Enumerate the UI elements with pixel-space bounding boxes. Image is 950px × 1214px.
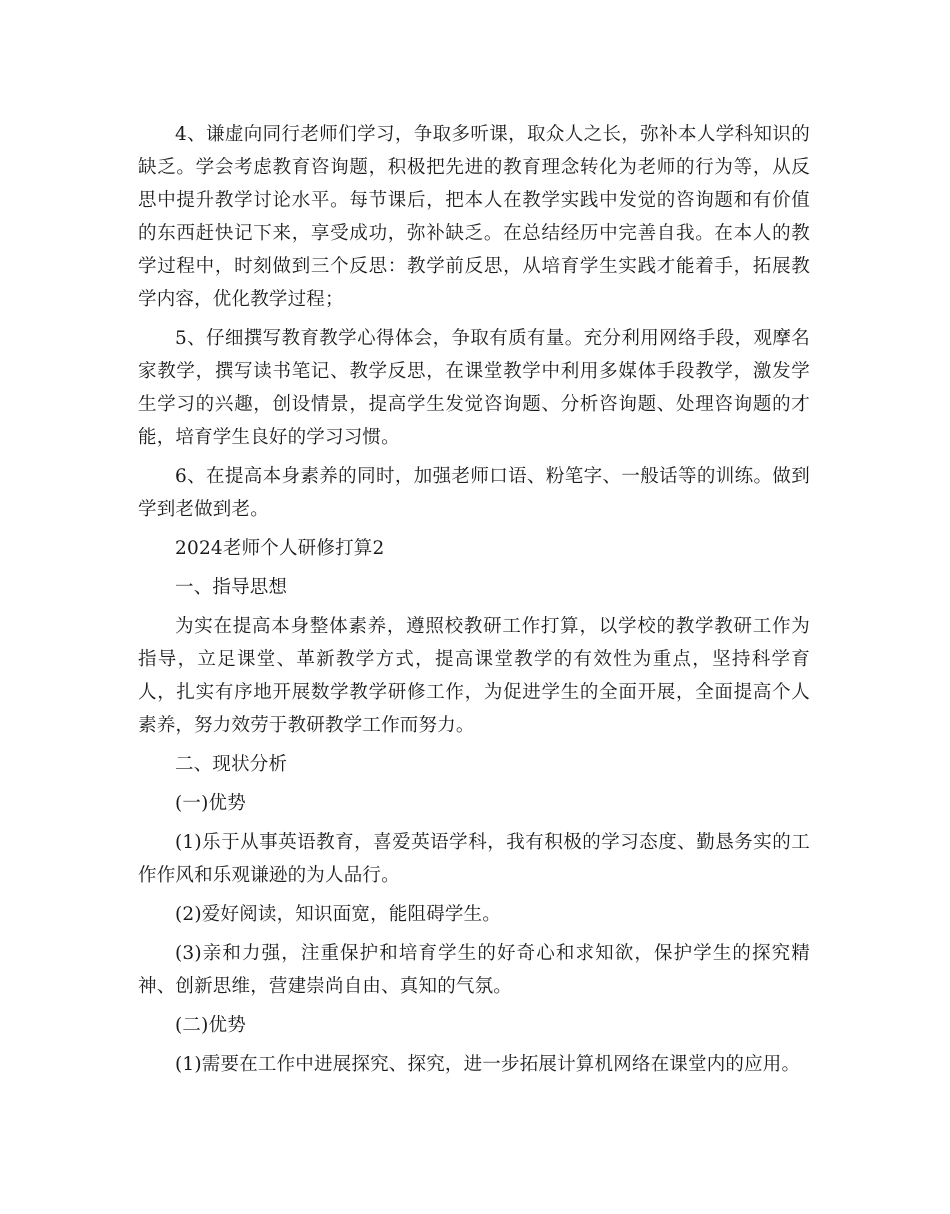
subheading-advantages-1: (一)优势 [175,793,246,814]
paragraph-guiding-thought: 为实在提高本身整体素养，遵照校教研工作打算，以学校的教学教研工作为指导，立足课堂、革新教学方式，提高课堂教学的有效性为重点，坚持科学育人，扎实有序地开展数学教学研修工作，为促进学生的全面开展，全面提高个人素养，努力效劳于教研教学工作而努力。 [138,616,810,736]
list-item-advantage-1: (1)乐于从事英语教育，喜爱英语学科，我有积极的学习态度、勤恳务实的工作作风和乐观谦逊的为人品行。 [138,832,810,886]
section-title: 2024老师个人研修打算2 [175,538,385,559]
paragraph-item-6: 6、在提高本身素养的同时，加强老师口语、粉笔字、一般话等的训练。做到学到老做到老。 [138,466,810,520]
heading-status-analysis: 二、现状分析 [175,754,288,775]
document-body [138,118,810,1087]
paragraph-item-5: 5、仔细撰写教育教学心得体会，争取有质有量。充分利用网络手段，观摩名家教学，撰写读书笔记、教学反思，在课堂教学中利用多媒体手段教学，激发学生学习的兴趣，创设情景，提高学生发觉咨询题、分析咨询题、处理咨询题的才能，培育学生良好的学习习惯。 [138,328,810,448]
list-item-need-1: (1)需要在工作中进展探究、探究，进一步拓展计算机网络在课堂内的应用。 [175,1054,801,1075]
list-item-advantage-2: (2)爱好阅读，知识面宽，能阻碍学生。 [175,904,502,925]
list-item-advantage-3: (3)亲和力强，注重保护和培育学生的好奇心和求知欲，保护学生的探究精神、创新思维，营建崇尚自由、真知的气氛。 [138,943,810,997]
subheading-advantages-2: (二)优势 [175,1015,246,1036]
paragraph-item-4: 4、谦虚向同行老师们学习，争取多听课，取众人之长，弥补本人学科知识的缺乏。学会考虑教育咨询题，积极把先进的教育理念转化为老师的行为等，从反思中提升教学讨论水平。每节课后，把本人在教学实践中发觉的咨询题和有价值的东西赶快记下来，享受成功，弥补缺乏。在总结经历中完善自我。在本人的教学过程中，时刻做到三个反思：教学前反思，从培育学生实践才能着手，拓展教学内容，优化教学过程； [138,124,810,310]
heading-guiding-thought: 一、指导思想 [175,577,288,598]
